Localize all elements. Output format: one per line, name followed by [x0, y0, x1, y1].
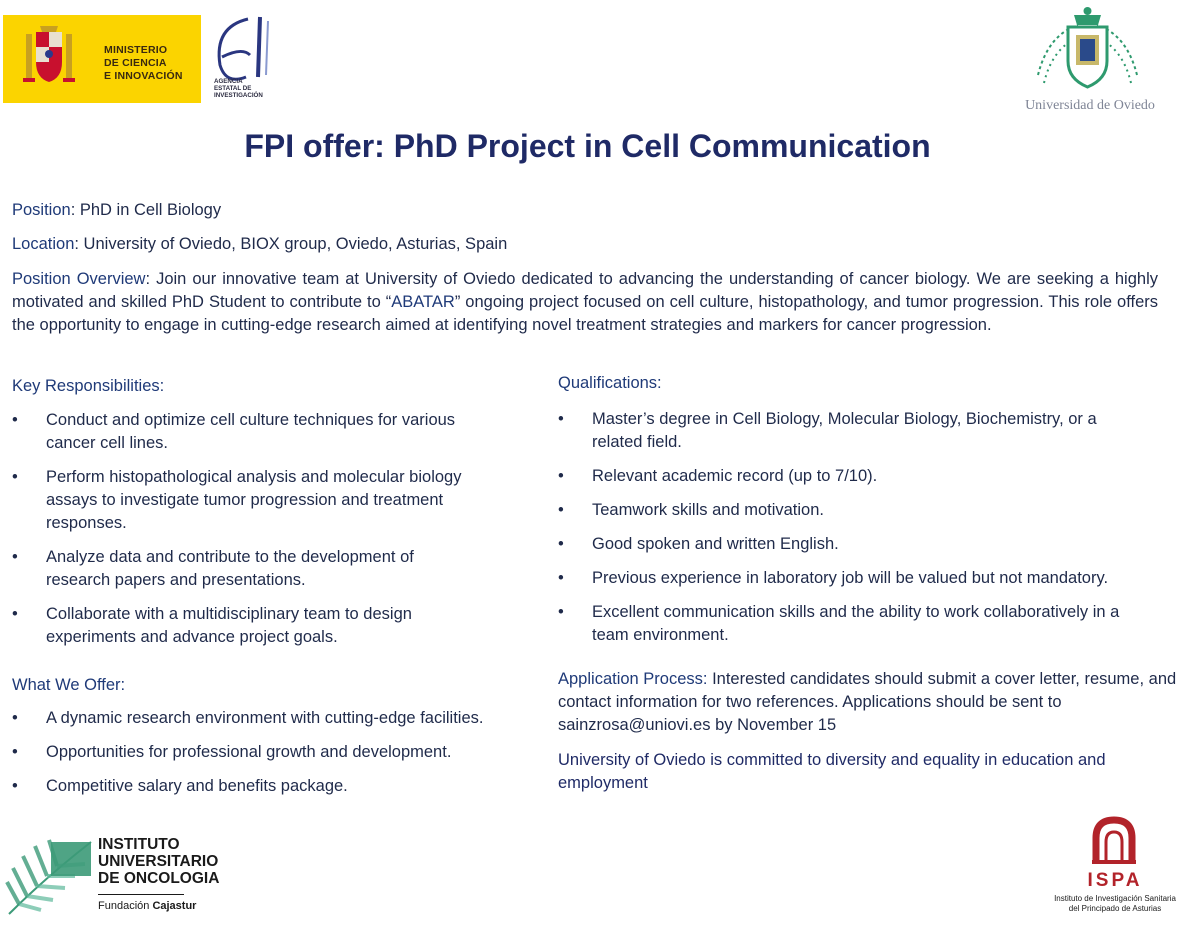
application-process [558, 668, 1183, 737]
list-item-text: Analyze data and contribute to the development of research papers and presentations. [46, 548, 414, 589]
list-item [558, 408, 1148, 454]
ispa-arch-icon [1084, 816, 1144, 866]
iuo-line: UNIVERSITARIO [98, 853, 219, 870]
list-item [558, 567, 1148, 590]
list-item-text: Collaborate with a multidisciplinary team to design experiments and advance project goals. [46, 605, 412, 646]
list-item-text: Good spoken and written English. [592, 535, 839, 553]
page-title: FPI offer: PhD Project in Cell Communication [244, 128, 931, 164]
iuo-name [98, 836, 219, 887]
agencia-line: AGENCIA [214, 78, 243, 85]
ministry-line: MINISTERIO [104, 44, 168, 56]
university-name: Universidad de Oviedo [1025, 98, 1155, 113]
offer-list [12, 707, 532, 809]
responsibilities-heading: Key Responsibilities: [12, 377, 165, 395]
responsibilities-list [12, 409, 472, 660]
agencia-line: INVESTIGACIÓN [214, 91, 263, 99]
qualifications-list [558, 408, 1148, 658]
divider [98, 894, 184, 895]
location-line [12, 233, 507, 256]
list-item [558, 533, 1148, 556]
bullet-icon: • [12, 777, 18, 795]
list-item [12, 603, 472, 649]
uniovi-emblem-icon [1030, 5, 1145, 97]
bullet-icon: • [12, 709, 18, 727]
position-line [12, 199, 221, 222]
list-item-text: Excellent communication skills and the ability to work collaboratively in a team environment. [592, 603, 1120, 644]
ispa-name: ISPA [1087, 870, 1143, 891]
list-item-text: Opportunities for professional growth and development. [46, 743, 452, 761]
overview-text-before: : Join our innovative team at University of Oviedo dedicated to advancing the understanding of cancer biology. We are seeking a highly motivated and skilled PhD Student to contribute to “ [12, 270, 1158, 311]
list-item [558, 465, 1148, 488]
list-item-text: Relevant academic record (up to 7/10). [592, 467, 878, 485]
overview-text-after: ” ongoing project focused on cell culture, histopathology, and tumor progression. This role offers the opportunity to engage in cutting-edge research aimed at identifying novel treatment strategies and markers for cancer progression. [12, 293, 1159, 334]
position-value: : PhD in Cell Biology [70, 201, 222, 219]
foundation-name: Cajastur [152, 900, 197, 912]
ispa-sub-line: del Principado de Asturias [1068, 904, 1162, 913]
agencia-line: ESTATAL DE [214, 84, 252, 92]
bullet-icon: • [558, 569, 564, 587]
position-overview [12, 268, 1158, 337]
bullet-icon: • [558, 535, 564, 553]
ministry-line: E INNOVACIÓN [104, 70, 183, 82]
list-item [12, 546, 472, 592]
location-label: Location [12, 235, 75, 253]
bullet-icon: • [558, 410, 564, 428]
application-label: Application Process: [558, 670, 708, 688]
list-item-text: Teamwork skills and motivation. [592, 501, 824, 519]
location-value: : University of Oviedo, BIOX group, Oviedo, Asturias, Spain [74, 235, 508, 253]
list-item-text: Competitive salary and benefits package. [46, 777, 348, 795]
list-item-text: Master’s degree in Cell Biology, Molecular Biology, Biochemistry, or a related field. [592, 410, 1097, 451]
qualifications-heading: Qualifications: [558, 374, 662, 392]
bullet-icon: • [12, 468, 18, 486]
foundation-prefix: Fundación [98, 900, 153, 912]
bullet-icon: • [558, 467, 564, 485]
list-item [558, 601, 1148, 647]
position-label: Position [12, 201, 71, 219]
diversity-statement: University of Oviedo is committed to diversity and equality in education and employment [558, 751, 1106, 792]
bullet-icon: • [12, 605, 18, 623]
agencia-name [214, 79, 278, 99]
ispa-sub-line: Instituto de Investigación Sanitaria [1054, 894, 1176, 903]
spain-crest-icon [20, 24, 78, 90]
list-item-text: Conduct and optimize cell culture techniques for various cancer cell lines. [46, 411, 456, 452]
list-item-text: Previous experience in laboratory job will be valued but not mandatory. [592, 569, 1109, 587]
list-item [12, 409, 472, 455]
list-item [12, 707, 532, 730]
bullet-icon: • [12, 743, 18, 761]
list-item [12, 741, 532, 764]
bullet-icon: • [558, 501, 564, 519]
iuo-foundation [98, 900, 196, 912]
iuo-line: INSTITUTO [98, 836, 180, 853]
iuo-line: DE ONCOLOGIA [98, 870, 220, 887]
application-text: Interested candidates should submit a cover letter, resume, and contact information for two references. Applications should be sent to sainzrosa@uniovi.es by November 15 [558, 670, 1177, 734]
list-item [12, 466, 472, 535]
list-item-text: A dynamic research environment with cutting-edge facilities. [46, 709, 484, 727]
bullet-icon: • [12, 548, 18, 566]
project-name: ABATAR [391, 293, 455, 311]
offer-heading: What We Offer: [12, 676, 126, 694]
list-item-text: Perform histopathological analysis and molecular biology assays to investigate tumor progression and treatment responses. [46, 468, 462, 532]
bullet-icon: • [558, 603, 564, 621]
list-item [12, 775, 532, 798]
palm-leaf-icon [5, 838, 93, 918]
list-item [558, 499, 1148, 522]
ministry-line: DE CIENCIA [104, 57, 167, 69]
overview-label: Position Overview [12, 270, 146, 288]
bullet-icon: • [12, 411, 18, 429]
ispa-fullname [1040, 894, 1190, 914]
ministry-name [104, 44, 183, 83]
